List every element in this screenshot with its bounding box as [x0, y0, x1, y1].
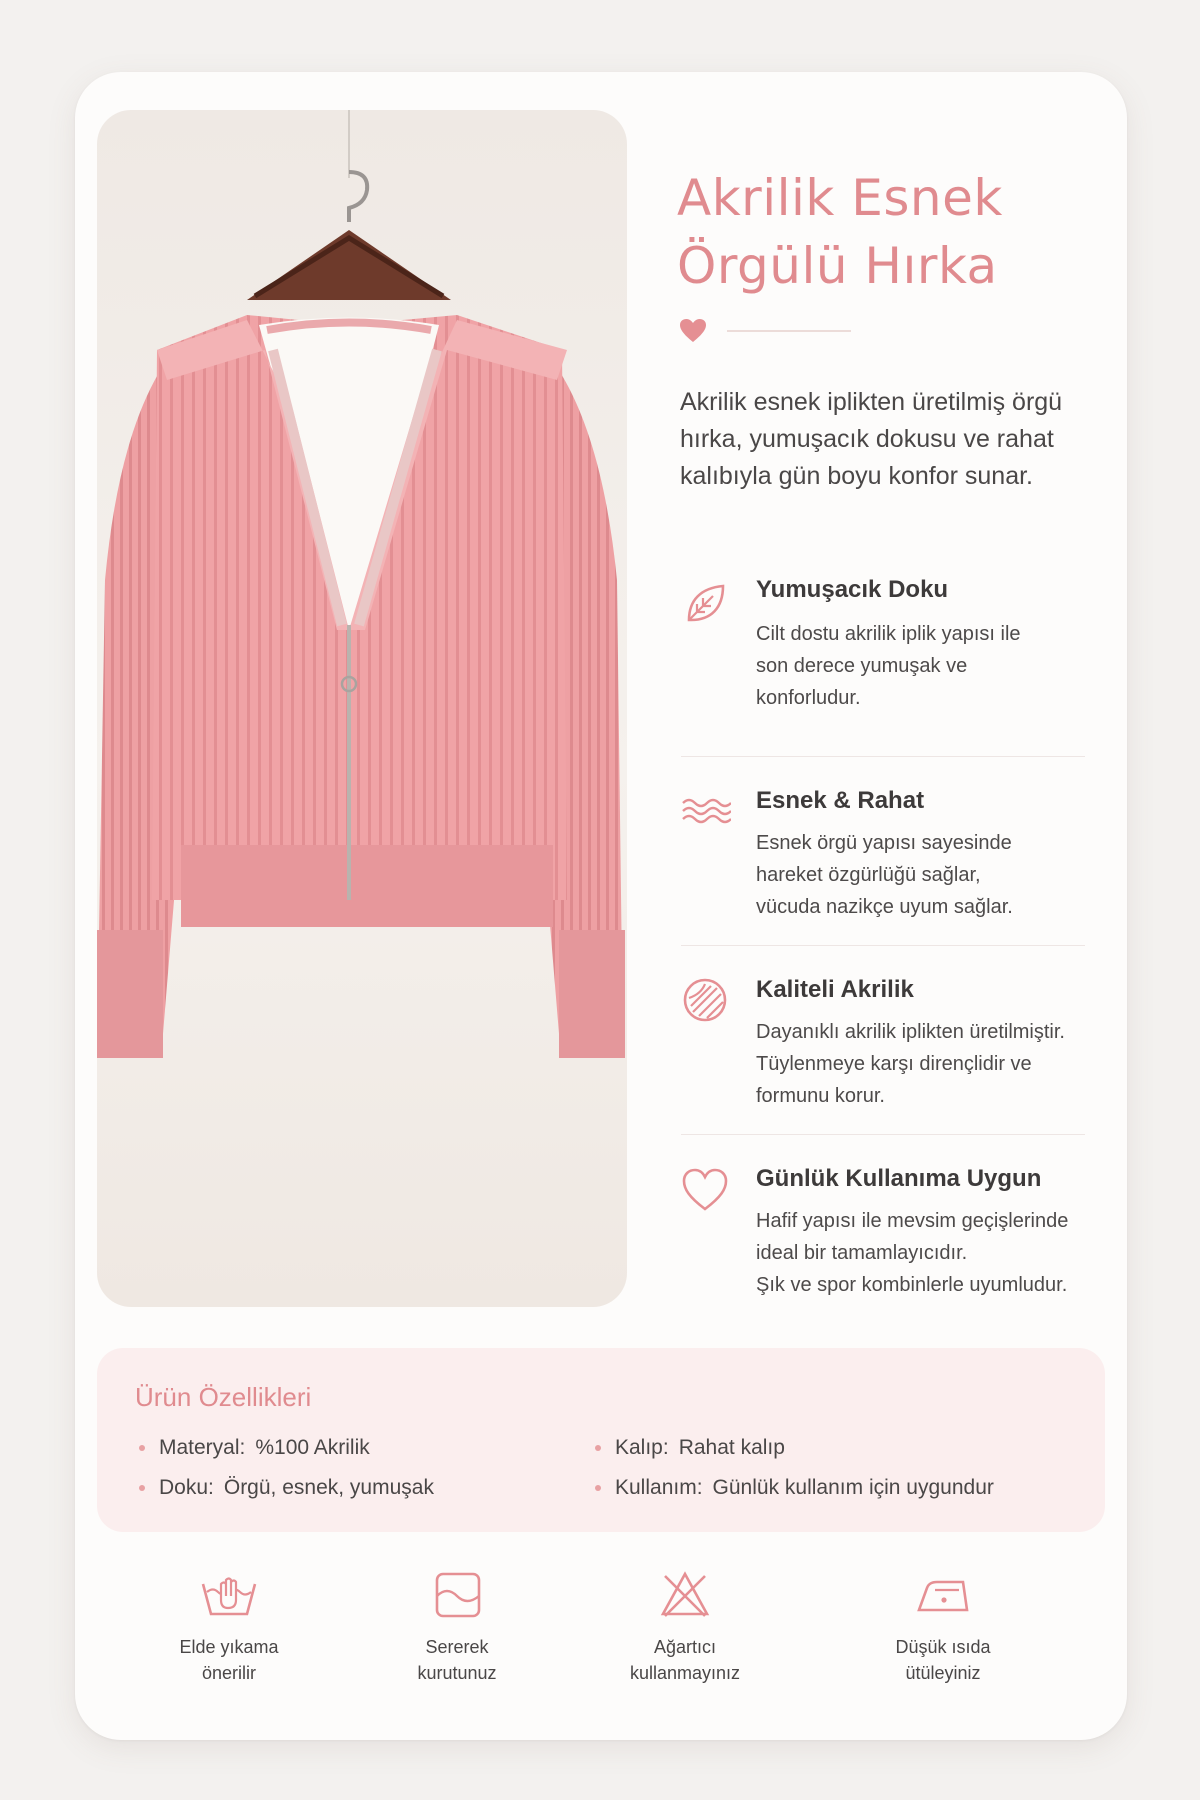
spec-value: Örgü, esnek, yumuşak	[223, 1476, 434, 1499]
feature-description	[756, 1205, 1096, 1301]
spec-value: %100 Akrilik	[255, 1436, 370, 1459]
spec-item	[615, 1476, 994, 1500]
spec-item	[159, 1436, 370, 1460]
feature-description	[756, 827, 1096, 923]
feature-line: Dayanıklı akrilik iplikten üretilmiştir.	[756, 1021, 1065, 1043]
feature-line: hareket özgürlüğü sağlar,	[756, 864, 981, 886]
title-line-2: Örgülü Hırka	[677, 237, 998, 295]
low-iron-icon	[913, 1570, 973, 1622]
feature-line: Şık ve spor kombinlerle uyumludur.	[756, 1274, 1068, 1296]
feature-title: Yumuşacık Doku	[756, 576, 949, 603]
spec-key: Kullanım:	[615, 1476, 703, 1499]
leaf-icon	[681, 578, 731, 628]
feature-line: ideal bir tamamlayıcıdır.	[756, 1242, 968, 1264]
feature-line: Tüylenmeye karşı dirençlidir ve	[756, 1053, 1032, 1075]
care-label	[367, 1634, 547, 1686]
care-label	[139, 1634, 319, 1686]
wave-icon	[681, 787, 731, 837]
spec-item	[159, 1476, 434, 1500]
feature-line: Hafif yapısı ile mevsim geçişlerinde	[756, 1210, 1069, 1232]
feature-item	[681, 946, 1085, 1135]
no-bleach-icon	[655, 1570, 715, 1622]
feature-title: Kaliteli Akrilik	[756, 976, 914, 1003]
feature-line: konforludur.	[756, 687, 861, 709]
feature-line: Cilt dostu akrilik iplik yapısı ile	[756, 623, 1021, 645]
care-label-line: önerilir	[201, 1663, 257, 1683]
care-label-line: Ağartıcı	[653, 1637, 717, 1657]
feature-line: Esnek örgü yapısı sayesinde	[756, 832, 1012, 854]
spec-item	[615, 1436, 785, 1460]
feature-line: vücuda nazikçe uyum sağlar.	[756, 896, 1013, 918]
feature-item	[681, 757, 1085, 946]
feature-line: son derece yumuşak ve	[756, 655, 968, 677]
yarn-ball-icon	[681, 976, 731, 1026]
hand-wash-icon	[199, 1570, 259, 1622]
heart-outline-icon	[681, 1165, 731, 1215]
title-divider	[727, 330, 851, 332]
care-label	[595, 1634, 775, 1686]
spec-key: Doku:	[159, 1476, 214, 1499]
heart-icon	[679, 318, 707, 344]
product-card	[75, 72, 1127, 1740]
feature-title: Esnek & Rahat	[756, 787, 925, 814]
feature-title: Günlük Kullanıma Uygun	[756, 1165, 1042, 1192]
feature-item	[681, 1135, 1085, 1324]
spec-value: Günlük kullanım için uygundur	[712, 1476, 994, 1499]
title-line-1: Akrilik Esnek	[677, 169, 1003, 227]
care-label-line: ütüleyiniz	[905, 1663, 981, 1683]
feature-list	[681, 568, 1085, 1324]
feature-item	[681, 568, 1085, 757]
care-label	[853, 1634, 1033, 1686]
feature-description	[756, 1016, 1096, 1112]
care-item	[367, 1570, 547, 1686]
spec-key: Kalıp:	[615, 1436, 669, 1459]
care-label-line: Elde yıkama	[179, 1637, 279, 1657]
care-label-line: kurutunuz	[417, 1663, 497, 1683]
spec-key: Materyal:	[159, 1436, 246, 1459]
care-item	[139, 1570, 319, 1686]
spec-value: Rahat kalıp	[678, 1436, 785, 1459]
care-item	[595, 1570, 775, 1686]
feature-line: formunu korur.	[756, 1085, 885, 1107]
product-title	[677, 164, 1097, 300]
flat-dry-icon	[427, 1570, 487, 1622]
care-item	[853, 1570, 1033, 1686]
product-photo	[97, 110, 627, 1307]
specs-heading: Ürün Özellikleri	[135, 1382, 312, 1412]
care-label-line: Sererek	[425, 1637, 489, 1657]
product-specs-panel	[97, 1348, 1105, 1532]
care-label-line: kullanmayınız	[629, 1663, 741, 1683]
feature-description	[756, 618, 1096, 714]
care-label-line: Düşük ısıda	[895, 1637, 991, 1657]
product-description: Akrilik esnek iplikten üretilmiş örgü hırka, yumuşacık dokusu ve rahat kalıbıyla gün boyu konfor sunar.	[680, 388, 1063, 490]
